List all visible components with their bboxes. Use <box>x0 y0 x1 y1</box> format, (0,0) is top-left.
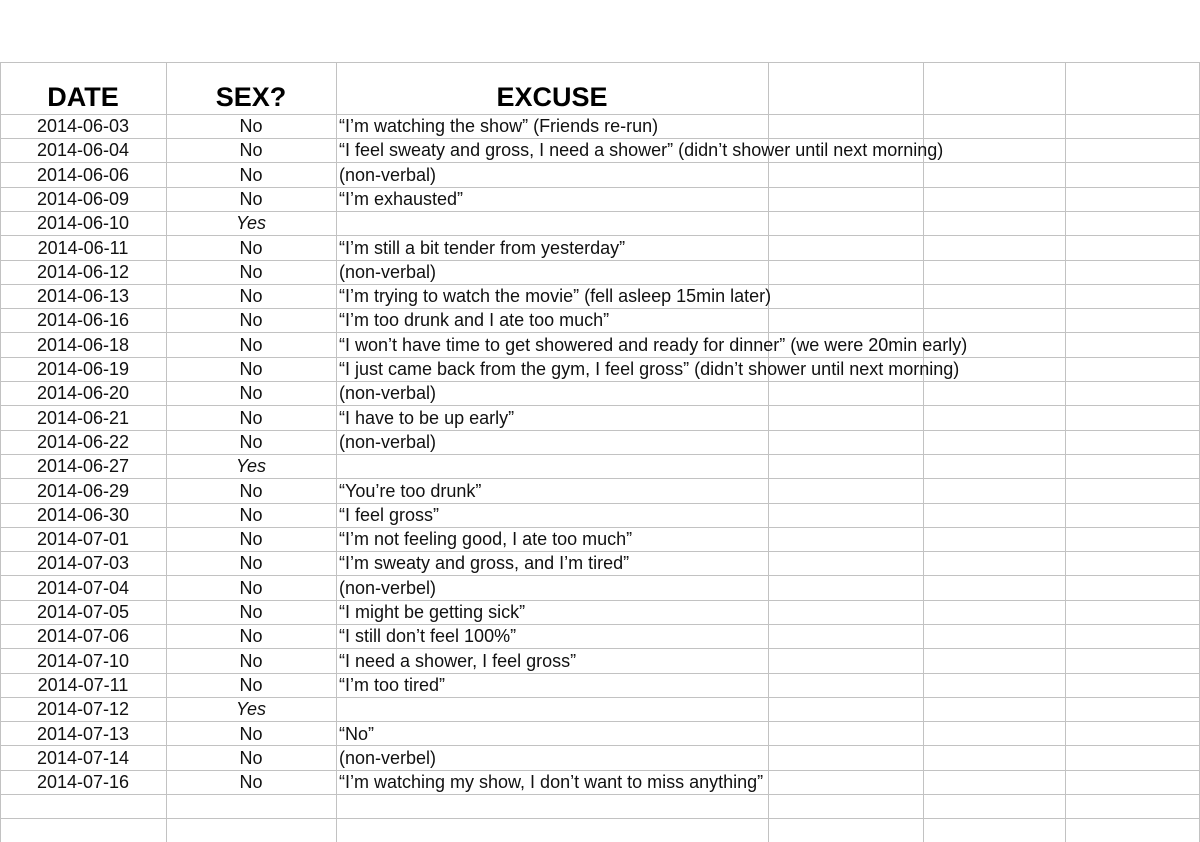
excuse-cell: “I feel gross” <box>339 505 440 525</box>
sex-cell: No <box>239 602 263 622</box>
sex-cell: No <box>239 578 263 598</box>
sex-cell: Yes <box>235 699 267 719</box>
row-line <box>0 794 1200 795</box>
excuse-cell: “I have to be up early” <box>339 408 515 428</box>
sex-cell: No <box>239 359 263 379</box>
excuse-cell: “I’m watching the show” (Friends re-run) <box>339 116 659 136</box>
date-cell: 2014-06-19 <box>36 359 130 379</box>
header-date: DATE <box>47 82 119 112</box>
date-cell: 2014-06-13 <box>36 286 130 306</box>
excuse-cell: “I feel sweaty and gross, I need a shower” (didn’t shower until next morning) <box>339 140 944 160</box>
table-row <box>0 479 1200 503</box>
date-cell: 2014-06-12 <box>36 262 130 282</box>
date-cell: 2014-07-04 <box>36 578 130 598</box>
excuse-cell: “I just came back from the gym, I feel gross” (didn’t shower until next morning) <box>339 359 960 379</box>
date-cell: 2014-07-06 <box>36 626 130 646</box>
sex-cell: No <box>239 189 263 209</box>
date-cell: 2014-07-10 <box>36 651 130 671</box>
date-cell: 2014-07-03 <box>36 553 130 573</box>
table-row <box>0 138 1200 162</box>
date-cell: 2014-06-09 <box>36 189 130 209</box>
date-cell: 2014-07-11 <box>37 675 129 695</box>
sex-cell: No <box>239 116 263 136</box>
table-row <box>0 722 1200 746</box>
table-row <box>0 236 1200 260</box>
table-row <box>0 357 1200 381</box>
excuse-cell: (non-verbal) <box>339 262 437 282</box>
excuse-cell: “You’re too drunk” <box>339 481 482 501</box>
sex-cell: No <box>239 529 263 549</box>
table-row <box>0 527 1200 551</box>
excuse-cell: “I still don’t feel 100%” <box>339 626 517 646</box>
excuse-cell: “I need a shower, I feel gross” <box>339 651 577 671</box>
table-row <box>0 649 1200 673</box>
sex-cell: Yes <box>235 213 267 233</box>
table-row <box>0 770 1200 794</box>
header-sex: SEX? <box>215 82 287 112</box>
date-cell: 2014-07-01 <box>36 529 130 549</box>
excuse-cell: “I’m watching my show, I don’t want to miss anything” <box>339 772 764 792</box>
table-row <box>0 260 1200 284</box>
row-line <box>0 818 1200 819</box>
sex-cell: No <box>239 286 263 306</box>
sex-cell: No <box>239 262 263 282</box>
date-cell: 2014-06-20 <box>36 383 130 403</box>
sex-cell: No <box>239 505 263 525</box>
table-row <box>0 406 1200 430</box>
excuse-cell: “I’m exhausted” <box>339 189 464 209</box>
sex-cell: No <box>239 772 263 792</box>
sex-cell: No <box>239 140 263 160</box>
excuse-cell: “I might be getting sick” <box>339 602 526 622</box>
row-line <box>0 62 1200 63</box>
sex-cell: Yes <box>235 456 267 476</box>
date-cell: 2014-06-03 <box>36 116 130 136</box>
table-row <box>0 673 1200 697</box>
sex-cell: No <box>239 408 263 428</box>
table-row <box>0 381 1200 405</box>
date-cell: 2014-06-21 <box>36 408 130 428</box>
date-cell: 2014-06-27 <box>36 456 130 476</box>
sex-cell: No <box>239 675 263 695</box>
table-row <box>0 454 1200 478</box>
sex-cell: No <box>239 310 263 330</box>
table-row <box>0 503 1200 527</box>
excuse-cell: (non-verbel) <box>339 748 437 768</box>
sex-cell: No <box>239 165 263 185</box>
excuse-cell: “I’m trying to watch the movie” (fell asleep 15min later) <box>339 286 772 306</box>
table-row <box>0 114 1200 138</box>
sex-cell: No <box>239 383 263 403</box>
table-row <box>0 600 1200 624</box>
excuse-cell: “I won’t have time to get showered and ready for dinner” (we were 20min early) <box>339 335 968 355</box>
sex-cell: No <box>239 651 263 671</box>
excuse-cell: (non-verbel) <box>339 578 437 598</box>
excuse-cell: (non-verbal) <box>339 165 437 185</box>
date-cell: 2014-07-13 <box>36 724 130 744</box>
date-cell: 2014-06-16 <box>36 310 130 330</box>
date-cell: 2014-07-05 <box>36 602 130 622</box>
table-row <box>0 551 1200 575</box>
table-row <box>0 576 1200 600</box>
excuse-cell: “I’m still a bit tender from yesterday” <box>339 238 626 258</box>
excuse-cell: “I’m sweaty and gross, and I’m tired” <box>339 553 630 573</box>
date-cell: 2014-07-14 <box>36 748 130 768</box>
sex-cell: No <box>239 724 263 744</box>
sex-cell: No <box>239 335 263 355</box>
header-row <box>0 80 1200 114</box>
excuse-cell: “I’m too tired” <box>339 675 446 695</box>
table-row <box>0 211 1200 235</box>
sex-cell: No <box>239 432 263 452</box>
date-cell: 2014-07-16 <box>36 772 130 792</box>
date-cell: 2014-07-12 <box>36 699 130 719</box>
table-row <box>0 284 1200 308</box>
table-row <box>0 187 1200 211</box>
excuse-cell: “I’m too drunk and I ate too much” <box>339 310 610 330</box>
table-row <box>0 308 1200 332</box>
date-cell: 2014-06-10 <box>36 213 130 233</box>
sex-cell: No <box>239 626 263 646</box>
excuse-cell: (non-verbal) <box>339 432 437 452</box>
excuse-cell: “I’m not feeling good, I ate too much” <box>339 529 633 549</box>
table-row <box>0 333 1200 357</box>
sex-cell: No <box>239 553 263 573</box>
date-cell: 2014-06-22 <box>36 432 130 452</box>
sex-cell: No <box>239 238 263 258</box>
table-row <box>0 163 1200 187</box>
date-cell: 2014-06-06 <box>36 165 130 185</box>
table-row <box>0 746 1200 770</box>
date-cell: 2014-06-18 <box>36 335 130 355</box>
date-cell: 2014-06-29 <box>36 481 130 501</box>
excuse-cell: “No” <box>339 724 374 744</box>
date-cell: 2014-06-30 <box>36 505 130 525</box>
header-excuse: EXCUSE <box>496 82 608 112</box>
table-row <box>0 624 1200 648</box>
table-row <box>0 430 1200 454</box>
excuse-cell: (non-verbal) <box>339 383 437 403</box>
date-cell: 2014-06-11 <box>37 238 129 258</box>
sex-cell: No <box>239 481 263 501</box>
table-row <box>0 697 1200 721</box>
sex-cell: No <box>239 748 263 768</box>
date-cell: 2014-06-04 <box>36 140 130 160</box>
